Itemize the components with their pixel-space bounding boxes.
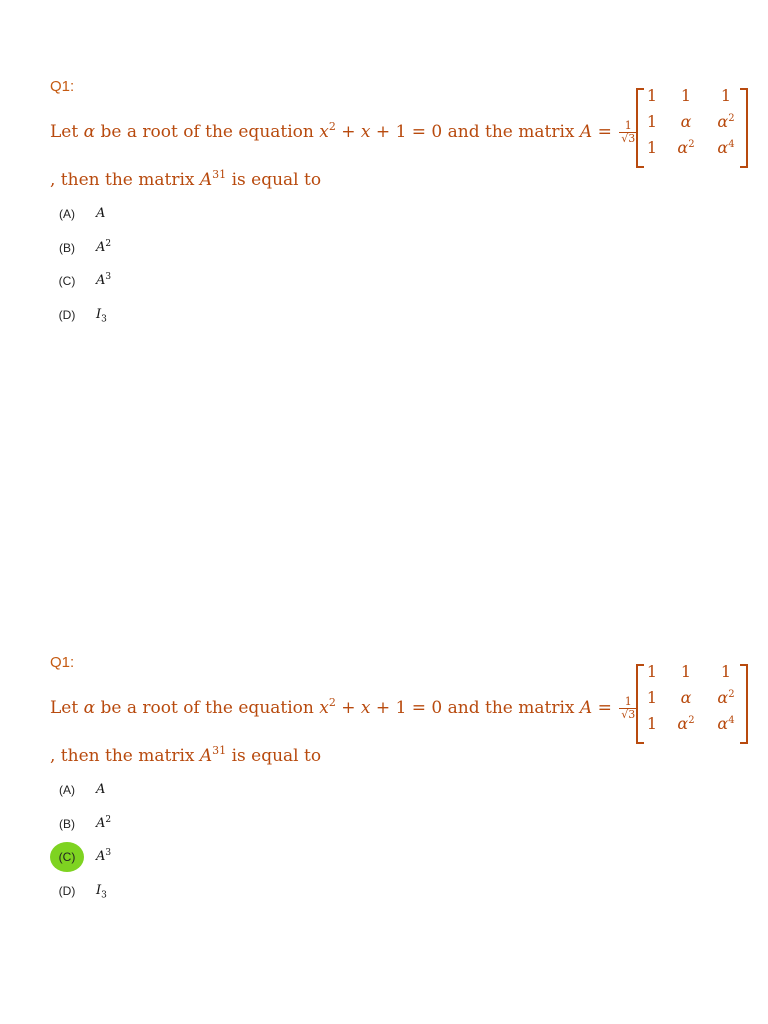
matrix-cell — [636, 86, 668, 105]
option-base: I — [96, 882, 102, 898]
exponent: 2 — [328, 696, 336, 709]
matrix-cell — [710, 662, 742, 681]
matrix-cell-exponent: 4 — [728, 715, 735, 726]
text-segment: + 1 = 0 and the matrix — [370, 698, 580, 718]
matrix-cell-exponent: 4 — [728, 139, 735, 150]
matrix-cell-value: 1 — [646, 112, 658, 131]
matrix-cell — [636, 714, 668, 733]
question-block — [0, 78, 768, 378]
option-base: A — [96, 239, 106, 255]
option-letter[interactable]: (B) — [59, 240, 75, 255]
alpha-symbol: α — [83, 122, 96, 142]
matrix-cell — [710, 688, 742, 707]
matrix-cell-value: 1 — [646, 662, 658, 681]
option-base: I — [96, 306, 102, 322]
option-letter[interactable]: (B) — [59, 816, 75, 831]
text-segment: = — [592, 698, 618, 718]
option-exponent: 2 — [105, 238, 112, 249]
option-value — [96, 809, 111, 839]
question-number: Q1: — [50, 78, 75, 95]
option-exponent: 2 — [105, 814, 112, 825]
matrix-cell-base: α — [677, 714, 689, 733]
matrix-cell-value: α — [680, 688, 692, 707]
text-segment: , then the matrix — [50, 746, 200, 766]
matrix-cell — [710, 86, 742, 105]
matrix-cell — [670, 714, 702, 733]
matrix — [636, 664, 748, 742]
matrix-cell-base: α — [717, 138, 729, 157]
exponent: 31 — [212, 168, 227, 181]
option-base: A — [96, 849, 106, 864]
matrix-cell — [710, 138, 742, 157]
matrix-cell-base: α — [717, 112, 729, 131]
option-letter[interactable]: (D) — [58, 883, 76, 898]
exponent: 31 — [212, 744, 227, 757]
option-letter[interactable]: (D) — [58, 307, 76, 322]
option-letter[interactable]: (A) — [59, 207, 75, 221]
fraction-numerator: 1 — [619, 120, 637, 133]
option-base: A — [96, 206, 106, 221]
option-value — [96, 300, 107, 335]
matrix-cell — [636, 662, 668, 681]
question-text — [50, 696, 639, 721]
matrix-cell-base: α — [717, 688, 729, 707]
text-segment: = — [592, 122, 618, 142]
variable-x: x — [360, 698, 371, 718]
question-block — [0, 654, 768, 954]
matrix-cell-value: 1 — [680, 86, 692, 105]
option-base: A — [96, 815, 106, 831]
matrix-cell-value: 1 — [720, 86, 732, 105]
text-segment: + — [335, 122, 361, 142]
matrix-name: A — [199, 746, 213, 766]
matrix-cell — [710, 714, 742, 733]
matrix-cell-value: 1 — [720, 662, 732, 681]
text-segment: is equal to — [226, 746, 322, 766]
matrix-cell-exponent: 2 — [728, 689, 735, 700]
matrix-cell — [636, 138, 668, 157]
question-text-continuation — [50, 746, 321, 766]
option-base: A — [96, 782, 106, 797]
text-segment: + 1 = 0 and the matrix — [370, 122, 580, 142]
exponent: 2 — [328, 120, 336, 133]
fraction — [619, 696, 637, 721]
text-segment: be a root of the equation — [95, 698, 320, 718]
option-exponent: 3 — [105, 848, 112, 858]
matrix-cell-value: 1 — [680, 662, 692, 681]
fraction-denominator: √3 — [621, 132, 636, 145]
option-value — [96, 199, 105, 229]
option-exponent: 3 — [105, 272, 112, 282]
matrix-cell-exponent: 2 — [688, 139, 695, 150]
matrix-cell — [636, 688, 668, 707]
option-letter[interactable]: (A) — [59, 783, 75, 797]
alpha-symbol: α — [83, 698, 96, 718]
matrix-cell — [670, 112, 702, 131]
matrix-cell-value: 1 — [646, 86, 658, 105]
matrix-cell — [670, 688, 702, 707]
matrix-name: A — [199, 170, 213, 190]
text-segment: be a root of the equation — [95, 122, 320, 142]
text-segment: is equal to — [226, 170, 322, 190]
matrix-cell-base: α — [677, 138, 689, 157]
variable-x: x — [319, 698, 329, 718]
matrix-cell — [670, 86, 702, 105]
matrix-cell — [670, 662, 702, 681]
matrix-cell-value: α — [680, 112, 692, 131]
matrix-cell — [710, 112, 742, 131]
text-segment: + — [335, 698, 361, 718]
matrix-cell — [670, 138, 702, 157]
fraction-denominator: √3 — [621, 708, 636, 721]
option-base: A — [96, 273, 106, 288]
matrix-cell — [636, 112, 668, 131]
option-value — [96, 842, 111, 872]
text-segment: Let — [50, 698, 84, 718]
fraction — [619, 120, 637, 145]
text-segment: , then the matrix — [50, 170, 200, 190]
matrix-cell-value: 1 — [646, 138, 658, 157]
matrix-cell-exponent: 2 — [728, 113, 735, 124]
variable-x: x — [360, 122, 371, 142]
matrix-cell-value: 1 — [646, 714, 658, 733]
option-letter[interactable]: (C) — [58, 274, 76, 288]
matrix — [636, 88, 748, 166]
question-text-continuation — [50, 170, 321, 190]
matrix-cell-base: α — [717, 714, 729, 733]
option-value — [96, 775, 105, 805]
option-value — [96, 266, 111, 296]
matrix-cell-exponent: 2 — [688, 715, 695, 726]
matrix-name: A — [579, 122, 593, 142]
question-number: Q1: — [50, 654, 75, 671]
option-value — [96, 233, 111, 263]
option-value — [96, 876, 107, 911]
text-segment: Let — [50, 122, 84, 142]
variable-x: x — [319, 122, 329, 142]
option-subscript: 3 — [101, 314, 107, 325]
question-text — [50, 120, 639, 145]
matrix-name: A — [579, 698, 593, 718]
fraction-numerator: 1 — [619, 696, 637, 709]
option-subscript: 3 — [101, 890, 107, 901]
matrix-cell-value: 1 — [646, 688, 658, 707]
option-letter[interactable]: (C) — [50, 842, 84, 872]
